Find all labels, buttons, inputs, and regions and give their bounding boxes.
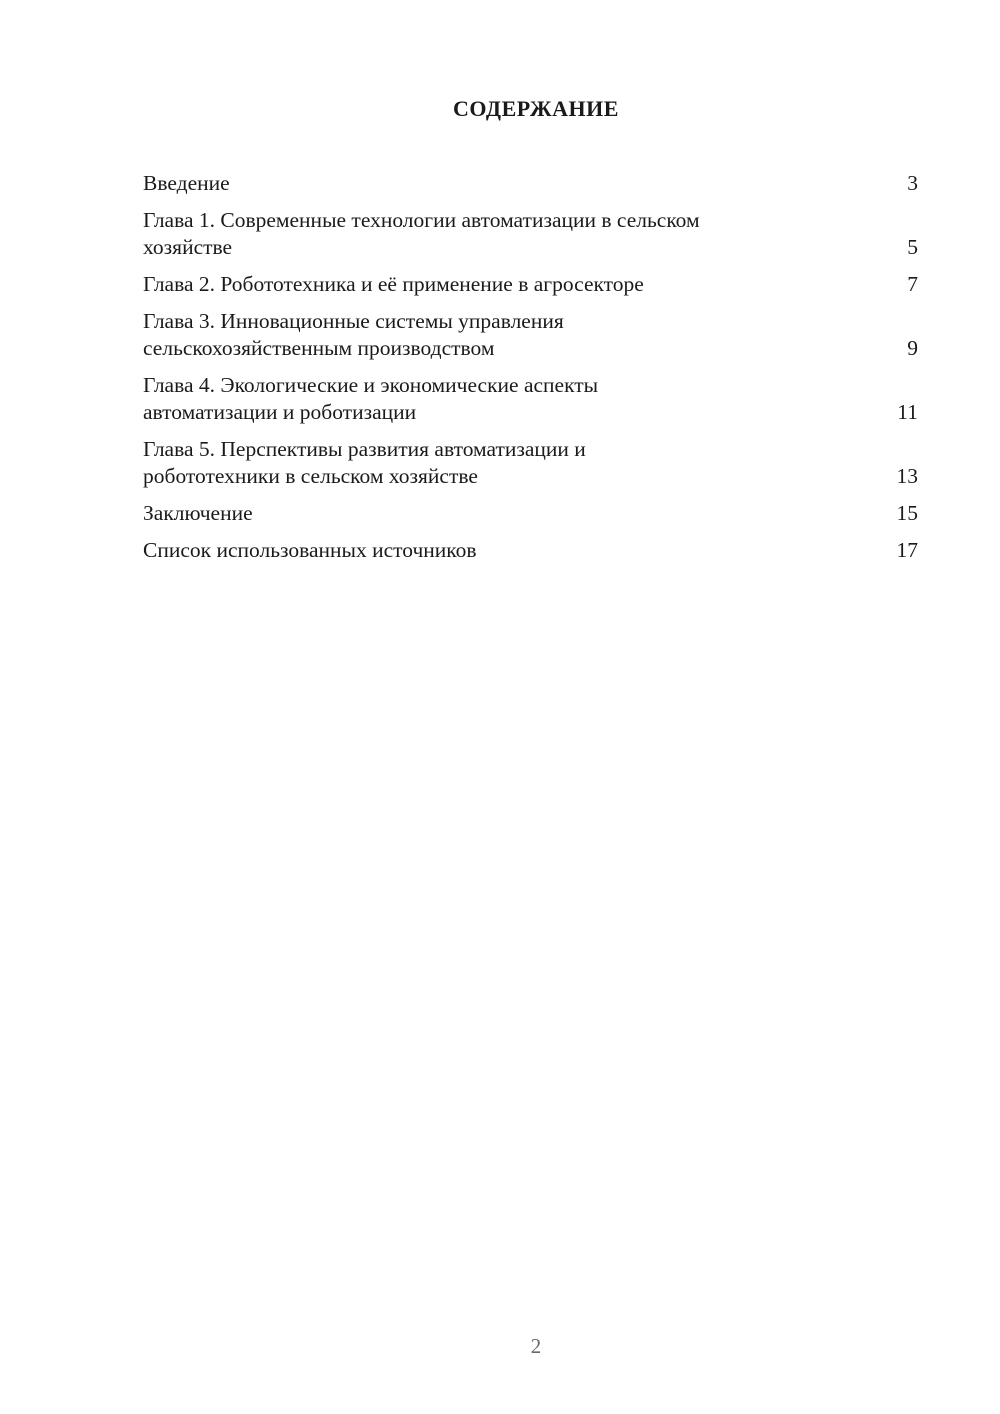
toc-entry-chapter-5 — [143, 436, 918, 490]
toc-entry-page: 17 — [896, 538, 918, 562]
toc-entry-page: 3 — [907, 171, 918, 195]
toc-entry-conclusion — [143, 500, 918, 527]
toc-entry-text: Глава 5. Перспективы развития автоматизации и робототехники в сельском хозяйстве — [143, 437, 586, 488]
toc-entry-text: Глава 2. Робототехника и её применение в агросекторе — [143, 272, 644, 296]
toc-entry-text: Введение — [143, 171, 230, 195]
toc-entry-chapter-4 — [143, 372, 918, 426]
toc-entry-text: Заключение — [143, 501, 253, 525]
toc-entry-introduction — [143, 170, 918, 197]
toc-entry-text: Глава 1. Современные технологии автоматизации в сельском хозяйстве — [143, 208, 700, 259]
toc-entry-page: 15 — [896, 501, 918, 525]
toc-entry-text: Глава 4. Экологические и экономические аспекты автоматизации и роботизации — [143, 373, 599, 424]
toc-entry-references — [143, 537, 918, 564]
toc-entry-page: 13 — [896, 464, 918, 488]
toc-entry-page: 7 — [907, 272, 918, 296]
toc-entry-text: Глава 3. Инновационные системы управления сельскохозяйственным производством — [143, 309, 564, 360]
toc-entry-page: 11 — [897, 400, 918, 424]
toc-entry-text: Список использованных источников — [143, 538, 477, 562]
toc-entry-chapter-3 — [143, 308, 918, 362]
toc-entry-page: 9 — [907, 336, 918, 360]
page-number: 2 — [530, 1334, 542, 1358]
toc-entry-page: 5 — [907, 235, 918, 259]
toc-entry-chapter-2 — [143, 271, 918, 298]
table-of-contents — [143, 170, 918, 574]
toc-title: СОДЕРЖАНИЕ — [453, 96, 619, 121]
toc-entry-chapter-1 — [143, 207, 918, 261]
